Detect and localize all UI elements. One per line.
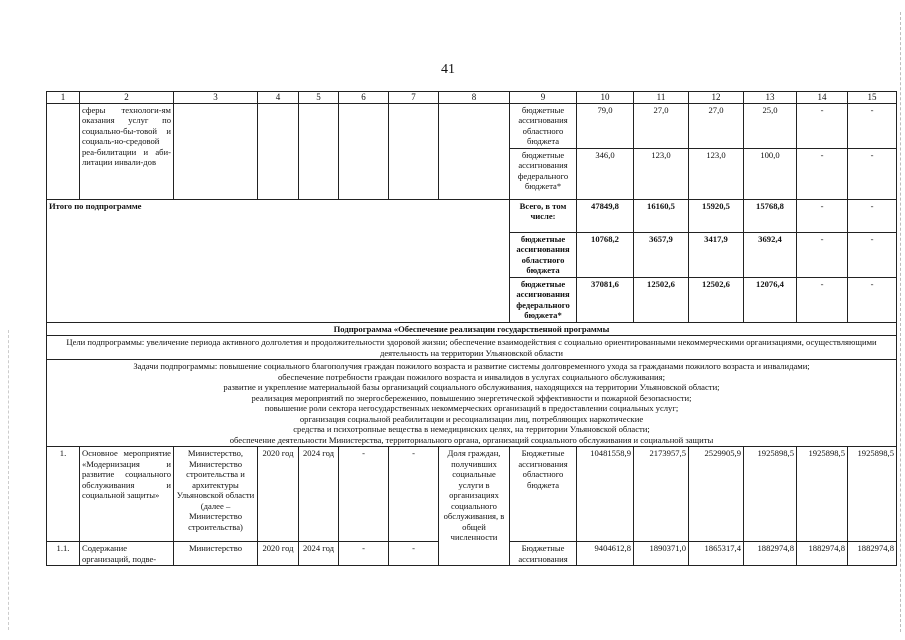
funding-source: бюджетные ассигнования областного бюджета [510,232,577,277]
value-cell: 346,0 [577,148,634,199]
scan-margin-line-left [8,330,10,630]
funding-source: бюджетные ассигнования областного бюджета [510,104,577,149]
value-cell: 15768,8 [744,199,797,232]
indicator: Доля граждан, получивших социальные услуги в организациях социального обслуживания, в общей численности [439,447,510,566]
col-number: 6 [339,92,389,104]
scan-margin-line [899,12,901,632]
value-cell: 12502,6 [634,277,689,322]
item-number: 1.1. [47,542,80,566]
col-number: 5 [299,92,339,104]
value-cell: 1925898,5 [797,447,848,542]
value-cell: 9404612,8 [577,542,634,566]
col-number: 7 [389,92,439,104]
value-cell: 1865317,4 [689,542,744,566]
funding-source: бюджетные ассигнования федерального бюджета* [510,277,577,322]
task-line: средства и психотропные вещества в немедицинских целях, на территории Ульяновской области; [293,424,650,435]
executor: Министерство, Министерство строительства и архитектуры Ульяновской области (далее – Министерство строительства) [174,447,258,542]
end-year: 2024 год [299,542,339,566]
task-line: обеспечение деятельности Министерства, территориального органа, организаций социального обслуживания и социальной защиты [229,434,714,445]
col-number: 11 [634,92,689,104]
col-number: 10 [577,92,634,104]
subprogram-goals-row [47,336,897,360]
value-cell: 2529905,9 [689,447,744,542]
start-year: 2020 год [258,542,299,566]
value-cell: 27,0 [689,104,744,149]
value-cell: - [389,542,439,566]
col-number: 14 [797,92,848,104]
col-number: 9 [510,92,577,104]
value-cell: 1890371,0 [634,542,689,566]
value-cell: - [797,199,848,232]
subprogram-tasks [47,360,897,447]
value-cell: - [389,447,439,542]
value-cell: - [848,232,897,277]
col-number: 12 [689,92,744,104]
value-cell: 25,0 [744,104,797,149]
funding-source: бюджетные ассигнования федерального бюджета* [510,148,577,199]
value-cell: - [848,104,897,149]
value-cell: 10481558,9 [577,447,634,542]
value-cell: 12076,4 [744,277,797,322]
funding-source: Бюджетные ассигнования областного бюджета [510,447,577,542]
page-number: 41 [441,62,455,77]
subprogram-goals: Цели подпрограммы: увеличение периода активного долголетия и продолжительности здоровой жизни; обеспечение взаимодействия с социально ориентированными некоммерческими организациями, осуществляющими деятельность на территории Ульяновской области [47,336,897,360]
value-cell: - [339,542,389,566]
col-number: 2 [80,92,174,104]
subprogram-title-row [47,322,897,335]
value-cell: 123,0 [689,148,744,199]
value-cell: 27,0 [634,104,689,149]
value-cell: 3692,4 [744,232,797,277]
value-cell: 1925898,5 [744,447,797,542]
value-cell: 37081,6 [577,277,634,322]
col-number: 8 [439,92,510,104]
value-cell: - [797,277,848,322]
value-cell: 1882974,8 [744,542,797,566]
end-year: 2024 год [299,447,339,542]
value-cell: 100,0 [744,148,797,199]
value-cell: - [848,199,897,232]
value-cell: 1882974,8 [797,542,848,566]
value-cell: 12502,6 [689,277,744,322]
task-line: развитие и укрепление материальной базы организаций социального обслуживания, находящихся на территории Ульяновской области; [223,382,720,393]
value-cell: 79,0 [577,104,634,149]
task-line: реализация мероприятий по энергосбережению, повышению энергетической эффективности и пожарной безопасности; [251,392,692,403]
table-row [47,447,897,542]
executor: Министерство [174,542,258,566]
total-label: Итого по подпрограмме [47,199,510,322]
col-number: 13 [744,92,797,104]
funding-source: Всего, в том числе: [510,199,577,232]
col-number: 4 [258,92,299,104]
col-number: 3 [174,92,258,104]
item-number: 1. [47,447,80,542]
task-line: организация социальной реабилитации и ресоциализации лиц, потребляющих наркотические [299,413,644,424]
value-cell: - [797,232,848,277]
value-cell: 10768,2 [577,232,634,277]
col-number: 1 [47,92,80,104]
measure-name: Содержание организаций, подве- [80,542,174,566]
column-number-row [47,92,897,104]
start-year: 2020 год [258,447,299,542]
table-row [47,104,897,149]
value-cell: - [797,104,848,149]
subprogram-title: Подпрограмма «Обеспечение реализации государственной программы [47,322,897,335]
value-cell: 123,0 [634,148,689,199]
value-cell: - [797,148,848,199]
budget-table [46,91,897,566]
tasks-intro: Задачи подпрограммы: повышение социального благополучия граждан пожилого возраста и развитие системы долговременного ухода за гражданами пожилого возраста и инвалидами; [133,361,810,372]
measure-description: сферы технологи-ям оказания услуг по социально-бы-товой и социаль-но-средовой реа-билитации и аби-литации инвали-дов [80,104,174,200]
task-line: повышение роли сектора негосударственных некоммерческих организаций в предоставлении социальных услуг; [264,403,679,414]
value-cell: 47849,8 [577,199,634,232]
value-cell: - [848,148,897,199]
measure-name: Основное мероприятие «Модернизация и развитие социального обслуживания и социальной защиты» [80,447,174,542]
value-cell: 3417,9 [689,232,744,277]
funding-source: Бюджетные ассигнования [510,542,577,566]
value-cell: 15920,5 [689,199,744,232]
value-cell: 16160,5 [634,199,689,232]
value-cell: 3657,9 [634,232,689,277]
col-number: 15 [848,92,897,104]
value-cell: - [848,277,897,322]
task-line: обеспечение потребности граждан пожилого возраста и инвалидов в услугах социального обслуживания; [277,371,666,382]
total-row [47,199,897,232]
subprogram-tasks-row [47,360,897,447]
value-cell: 2173957,5 [634,447,689,542]
value-cell: - [339,447,389,542]
value-cell: 1882974,8 [848,542,897,566]
value-cell: 1925898,5 [848,447,897,542]
